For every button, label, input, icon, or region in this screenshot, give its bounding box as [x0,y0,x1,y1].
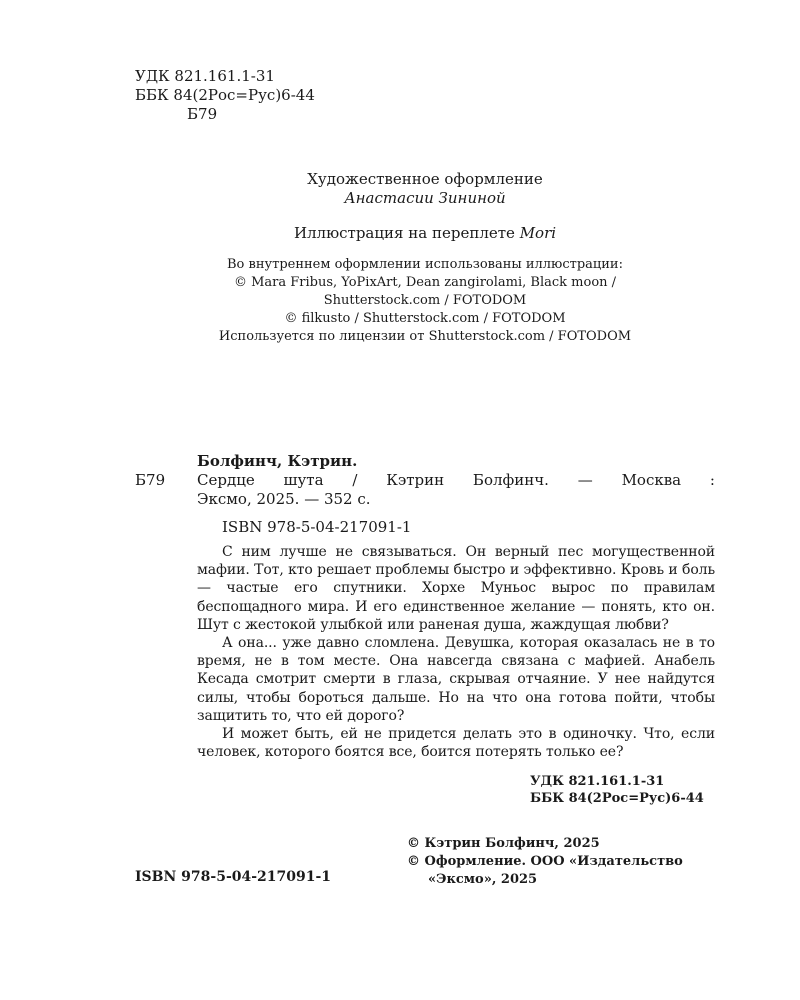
illus-line: Используется по лицензии от Shutterstock.com / FOTODOM [218,329,632,344]
catalog-title-line1: Сердце шута / Кэтрин Болфинч. — Москва : [197,471,715,489]
udk-top: УДК 821.161.1-31 [135,67,275,85]
copyright-author: © Кэтрин Болфинч, 2025 [407,836,600,851]
cover-credit [0,224,800,243]
catalog-code: Б79 [135,471,166,489]
bbk-bottom: ББК 84(2Рос=Рус)6-44 [530,791,704,806]
code-top: Б79 [187,105,218,123]
copyright-isbn: ISBN 978-5-04-217091-1 [135,869,332,885]
annotation-paragraph-2: А она... уже давно сломлена. Девушка, которая оказалась не в то время, не в том месте. Она навсегда связана с мафией. Анабель Кесада смотрит смерти в глаза, скрывая отчаяние. У нее найдутся силы, чтобы бороться дальше. Но на что она готова пойти, чтобы защитить то, что ей дорого? [197,635,715,724]
illus-line: © filkusto / Shutterstock.com / FOTODOM [284,311,566,326]
annotation-paragraph-3: И может быть, ей не придется делать это в одиночку. Что, если человек, которого боятся все, боится потерять только ее? [197,726,715,761]
copyright-design-1: © Оформление. ООО «Издательство [407,854,683,869]
top-classification [135,67,315,124]
catalog-author: Болфинч, Кэтрин. [197,452,358,470]
copyright-design-2: «Эксмо», 2025 [428,872,538,887]
copyright-block [407,835,683,889]
bbk-top: ББК 84(2Рос=Рус)6-44 [135,86,315,104]
annotation-paragraph-1: С ним лучше не связываться. Он верный пес могущественной мафии. Тот, кто решает проблемы быстро и эффективно. Кровь и боль — частые его спутники. Хорхе Муньос вырос по правилам беспощадного мира. И его единственное желание — понять, кто он. Шут с жестокой улыбкой или раненая душа, жаждущая любви? [197,544,715,633]
bottom-classification [530,773,704,807]
design-label: Художественное оформление [307,170,543,188]
catalog-title-line2: Эксмо, 2025. — 352 с. [197,490,371,508]
design-name: Анастасии Зининой [344,189,506,207]
cover-name: Mori [519,224,557,242]
illus-line: © Mara Fribus, YoPixArt, Dean zangirolami, Black moon / [233,275,617,290]
design-credit [0,170,800,208]
illus-line: Shutterstock.com / FOTODOM [323,293,527,308]
illus-line: Во внутреннем оформлении использованы иллюстрации: [227,257,623,272]
cover-label: Иллюстрация на переплете [293,224,515,242]
illustration-credits [0,256,800,346]
annotation [197,543,715,761]
catalog-isbn: ISBN 978-5-04-217091-1 [222,518,412,536]
udk-bottom: УДК 821.161.1-31 [530,774,665,789]
